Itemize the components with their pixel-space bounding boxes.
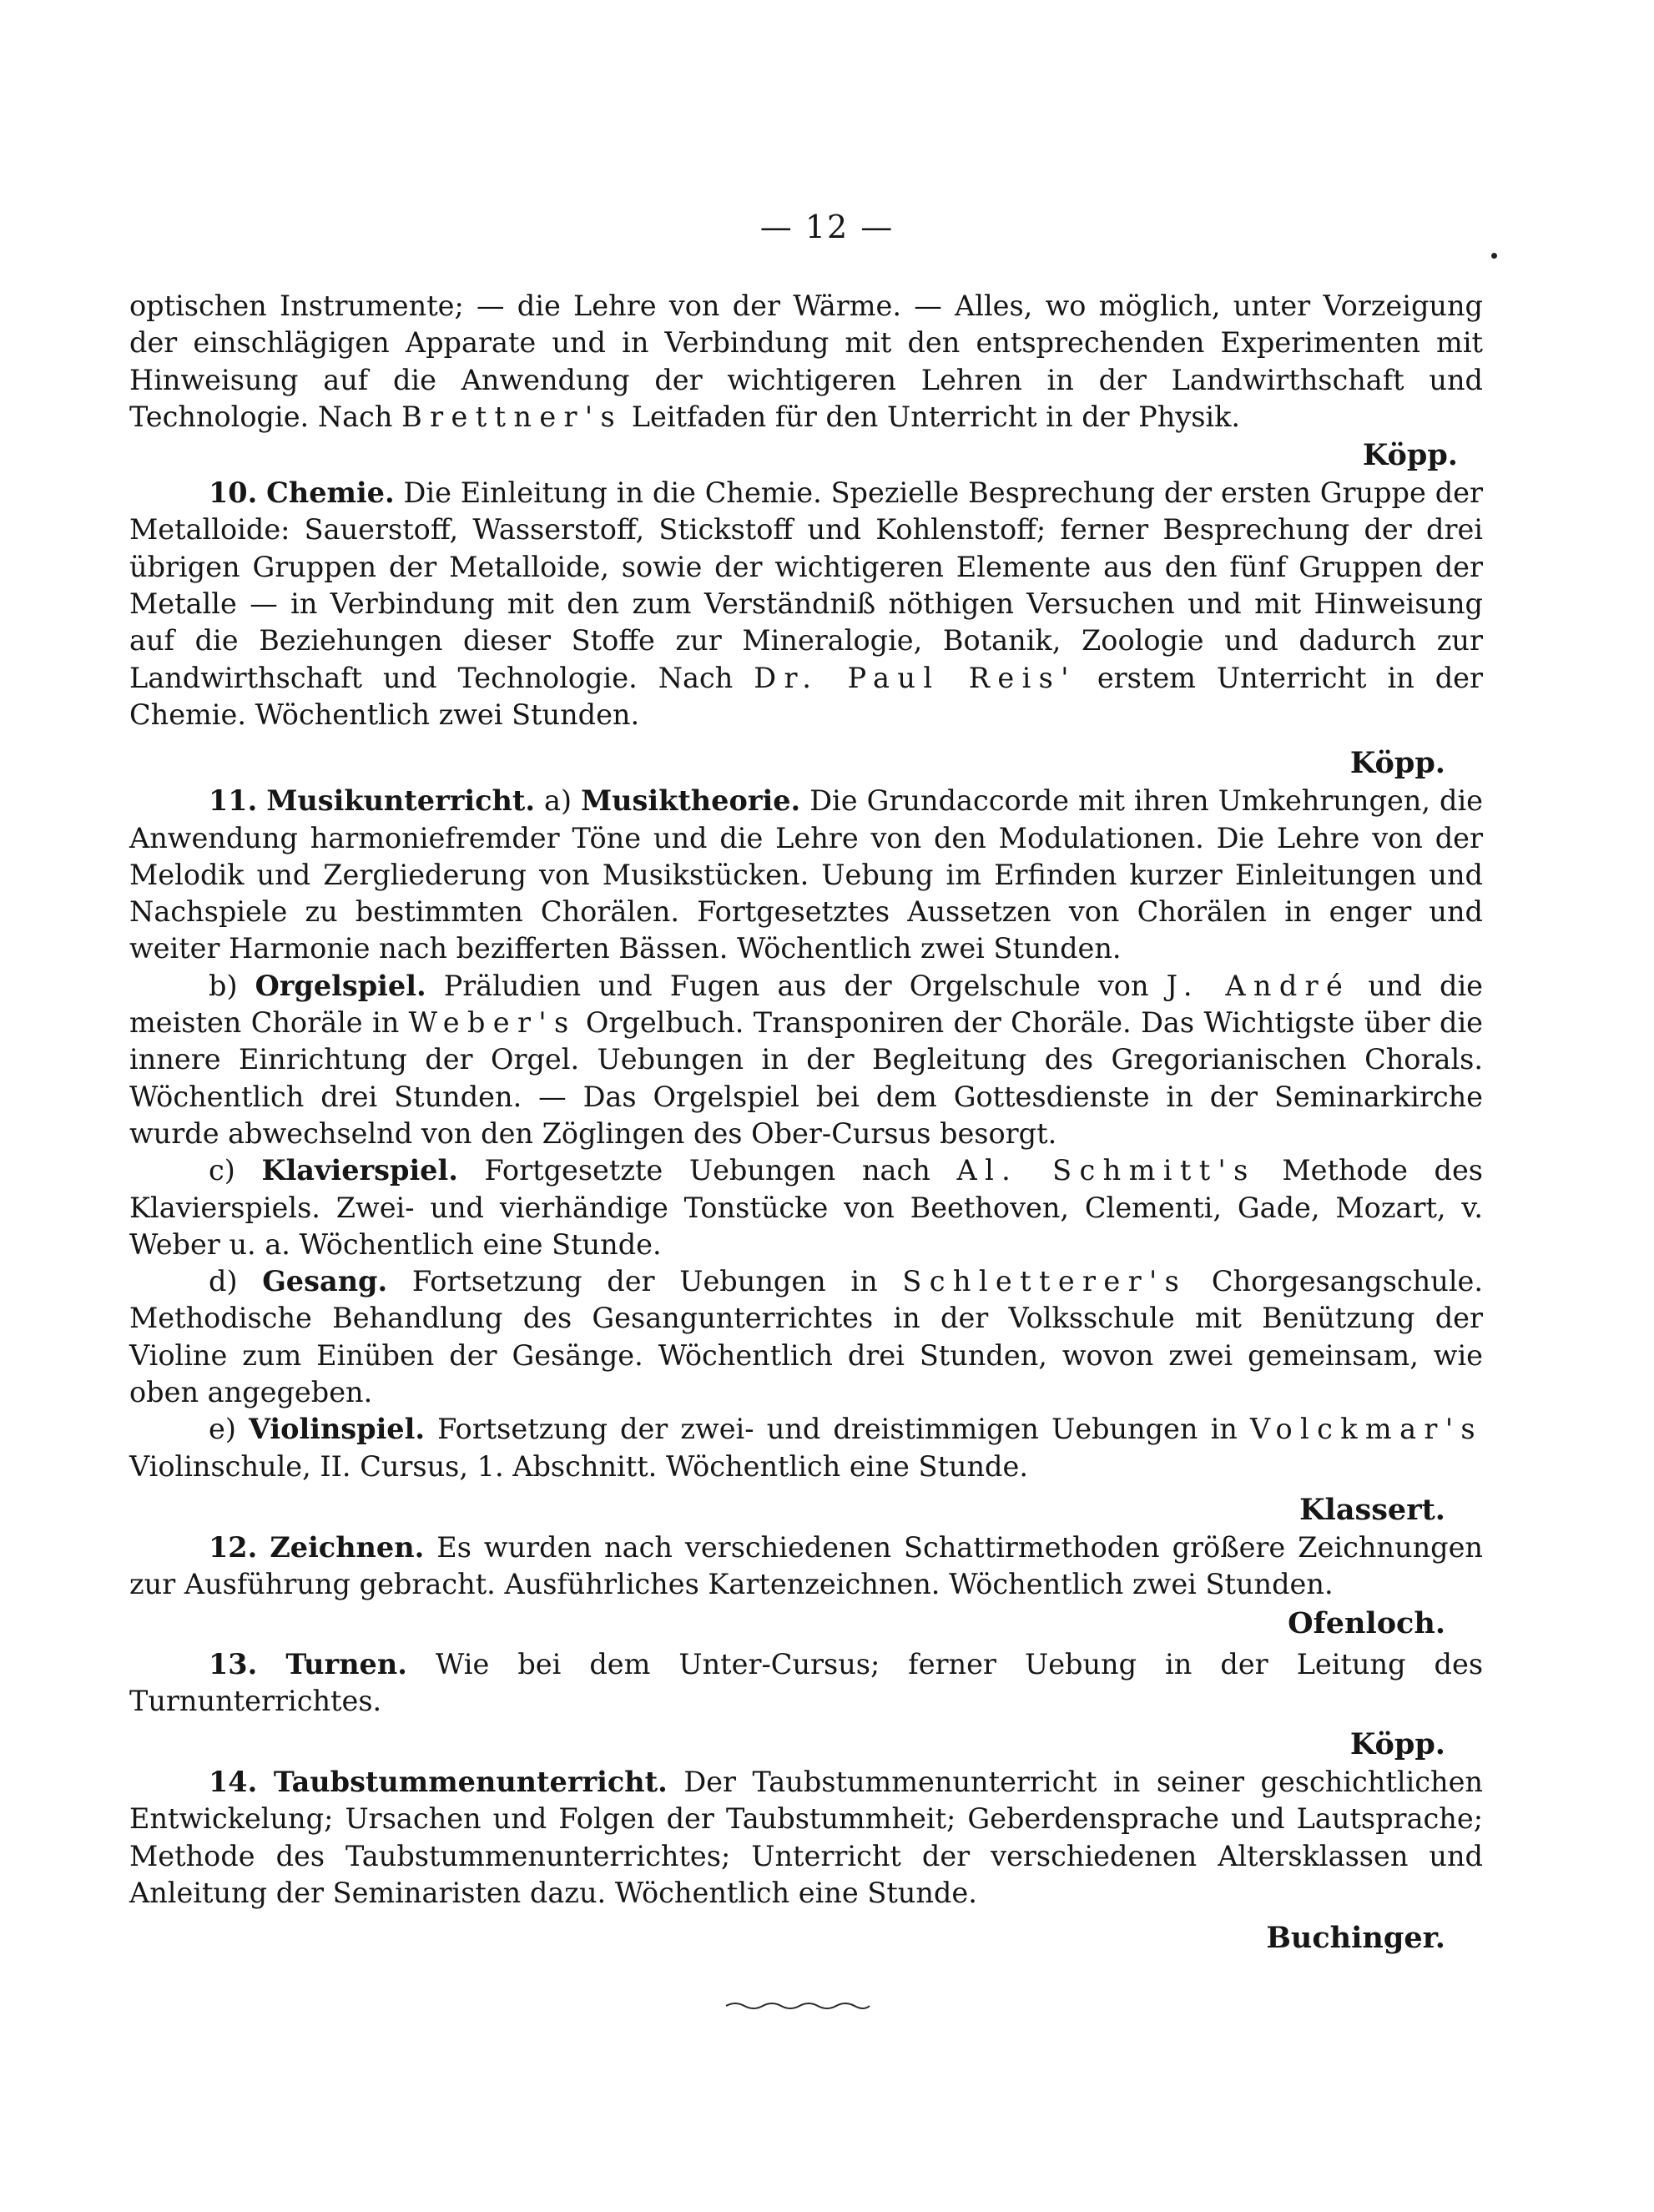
sub-text: Orgelbuch. Transponiren der Choräle. Das Wichtigste über die innere Einrichtung der Orgel. Uebungen in der Begleitung des Gregorianischen Chorals. Wöchentlich drei Stunden. — Das Orgelspiel bei dem Gottesdienste in der Seminarkirche wurde abwechselnd von den Zöglingen des Ober-Cursus besorgt. xyxy=(129,1006,1484,1150)
section-13-text: Wie bei dem Unter-Cursus; ferner Uebung in der Leitung des Turnunterrichtes. xyxy=(129,1647,1484,1717)
section-9-text: optischen Instrumente; — die Lehre von der Wärme. — Alles, wo möglich, unter Vorzeigung der einschlägigen Apparate und in Verbindung mit den entsprechenden Experimenten mit Hinweisung auf die Anwendung der wichtigeren Lehren in der Landwirthschaft und Technologie. Nach xyxy=(129,290,1483,433)
section-12-number: 12. xyxy=(209,1530,258,1564)
sub-label: a) xyxy=(544,784,572,818)
sub-text: Methode des Klavierspiels. Zwei- und vierhändige Tonstücke von Beethoven, Clementi, Gade, Mozart, v. Weber u. a. Wöchentlich eine Stunde. xyxy=(129,1154,1484,1261)
author-name: Brettner's xyxy=(401,400,623,433)
section-11-e xyxy=(129,1411,1483,1485)
stray-ink-dot xyxy=(1491,253,1497,259)
sub-label: b) xyxy=(209,969,238,1002)
section-14-signature: Buchinger. xyxy=(1266,1921,1445,1956)
section-13-signature: Köpp. xyxy=(1349,1727,1445,1762)
sub-text: Präludien und Fugen aus der Orgelschule von xyxy=(443,969,1149,1002)
section-10-text-a: Die Einleitung in die Chemie. Spezielle Besprechung der ersten Gruppe der Metalloide: Sauerstoff, Wasserstoff, Stickstoff und Kohlenstoff; ferner Besprechung der drei übrigen Gruppen der Metalloide, sowie der wichtigeren Elemente aus den fünf Gruppen der Metalle — in Verbindung mit den zum Verständniß nöthigen Versuchen und mit Hinweisung auf die Beziehungen dieser Stoffe zur Mineralogie, Botanik, Zoologie und dadurch zur Landwirthschaft und Technologie. Nach xyxy=(129,476,1483,694)
author-name: Volckmar's xyxy=(1249,1413,1483,1446)
section-14-text: Der Taubstummenunterricht in seiner geschichtlichen Entwickelung; Ursachen und Folgen der Taubstummheit; Geberdensprache und Lautsprache; Methode des Taubstummenunterrichtes; Unterricht der verschiedenen Altersklassen und Anleitung der Seminaristen dazu. Wöchentlich eine Stunde. xyxy=(129,1766,1484,1909)
section-11-a xyxy=(129,783,1483,967)
sub-title: Klavierspiel. xyxy=(261,1154,458,1187)
section-10-title: Chemie. xyxy=(266,476,395,510)
section-11-c xyxy=(129,1152,1483,1263)
page-number: — 12 — xyxy=(759,209,895,245)
author-name: Al. Schmitt's xyxy=(956,1154,1256,1187)
sub-text: Fortsetzung der Uebungen in xyxy=(411,1265,878,1298)
section-14-number: 14. xyxy=(209,1766,258,1799)
sub-text: Fortsetzung der zwei- und dreistimmigen Uebungen in xyxy=(437,1413,1238,1446)
section-10-number: 10. xyxy=(209,476,258,510)
section-14-title: Taubstummenunterricht. xyxy=(273,1766,668,1799)
section-13-number: 13. xyxy=(209,1647,258,1680)
sub-title: Orgelspiel. xyxy=(255,969,426,1002)
sub-title: Gesang. xyxy=(262,1265,388,1298)
section-11-signature: Klassert. xyxy=(1299,1492,1445,1527)
section-11-d xyxy=(129,1263,1483,1411)
section-11-b xyxy=(129,968,1483,1152)
author-name: Dr. Paul Reis' xyxy=(754,661,1077,694)
author-name: J. André xyxy=(1166,969,1351,1002)
section-10 xyxy=(129,475,1483,733)
sub-text: und die meisten Choräle in xyxy=(129,969,1483,1040)
section-13 xyxy=(129,1646,1483,1721)
sub-label: e) xyxy=(209,1413,236,1446)
section-9-signature: Köpp. xyxy=(1362,438,1458,473)
sub-title: Musiktheorie. xyxy=(581,784,801,818)
sub-label: c) xyxy=(209,1154,235,1187)
sub-label: d) xyxy=(209,1265,238,1298)
section-13-title: Turnen. xyxy=(285,1647,407,1680)
section-11-title: Musikunterricht. xyxy=(266,784,535,818)
section-9-text-end: Leitfaden für den Unterricht in der Physik. xyxy=(631,400,1241,433)
author-name: Weber's xyxy=(408,1006,577,1040)
page-content xyxy=(129,288,1483,1958)
sub-title: Violinspiel. xyxy=(249,1413,426,1446)
decorative-wavy-rule xyxy=(724,2001,871,2011)
sub-text: Violinschule, II. Cursus, 1. Abschnitt. Wöchentlich eine Stunde. xyxy=(129,1449,1028,1483)
sub-text: Fortgesetzte Uebungen nach xyxy=(484,1154,930,1187)
section-9-continuation xyxy=(129,288,1483,436)
section-12 xyxy=(129,1529,1483,1604)
section-14 xyxy=(129,1764,1483,1912)
section-12-signature: Ofenloch. xyxy=(1288,1605,1445,1640)
section-12-text: Es wurden nach verschiedenen Schattirmethoden größere Zeichnungen zur Ausführung gebracht. Ausführliches Kartenzeichnen. Wöchentlich zwei Stunden. xyxy=(129,1530,1483,1601)
section-11-number: 11. xyxy=(209,784,258,818)
section-10-signature: Köpp. xyxy=(1349,746,1445,781)
section-10-text-b: erstem Unterricht in der Chemie. Wöchentlich zwei Stunden. xyxy=(129,661,1484,731)
sub-text: Die Grundaccorde mit ihren Umkehrungen, die Anwendung harmoniefremder Töne und die Lehre von den Modulationen. Die Lehre von der Melodik und Zergliederung von Musikstücken. Uebung im Erfinden kurzer Einleitungen und Nachspiele zu bestimmten Chorälen. Fortgesetztes Aussetzen von Chorälen in enger und weiter Harmonie nach bezifferten Bässen. Wöchentlich zwei Stunden. xyxy=(129,784,1484,965)
section-12-title: Zeichnen. xyxy=(270,1530,425,1564)
sub-text: Chorgesangschule. Methodische Behandlung des Gesangunterrichtes in der Volksschule mit Benützung der Violine zum Einüben der Gesänge. Wöchentlich drei Stunden, wovon zwei gemeinsam, wie oben angegeben. xyxy=(129,1265,1484,1409)
author-name: Schletterer's xyxy=(902,1265,1188,1298)
